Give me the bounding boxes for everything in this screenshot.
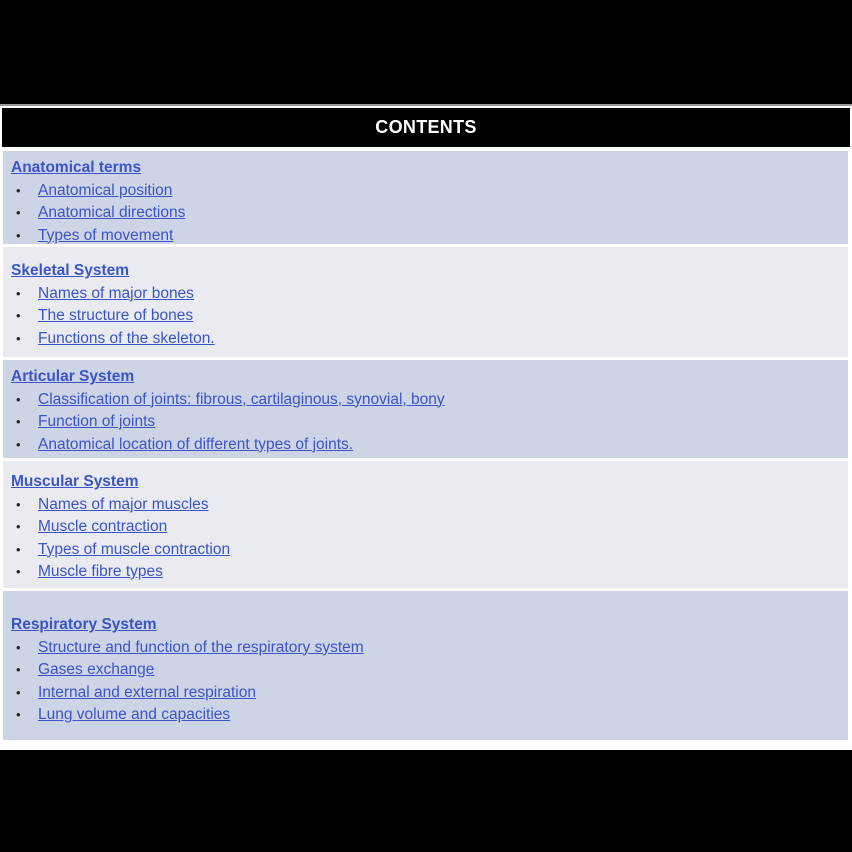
toc-item-link[interactable]: Anatomical location of different types of joints. bbox=[38, 435, 354, 453]
toc-item bbox=[11, 704, 840, 727]
toc-item bbox=[11, 682, 840, 705]
toc-item bbox=[11, 411, 840, 434]
section-item-list bbox=[11, 180, 840, 245]
toc-item bbox=[11, 389, 840, 412]
slide-body bbox=[0, 104, 852, 750]
bullet-icon: • bbox=[16, 496, 21, 512]
toc-item bbox=[11, 637, 840, 660]
bullet-icon: • bbox=[16, 330, 21, 346]
toc-item bbox=[11, 494, 840, 517]
bullet-icon: • bbox=[16, 391, 21, 407]
toc-section-muscular-system bbox=[3, 461, 848, 588]
toc-item bbox=[11, 659, 840, 682]
bullet-icon: • bbox=[16, 639, 21, 655]
bullet-icon: • bbox=[16, 436, 21, 452]
bullet-icon: • bbox=[16, 227, 21, 243]
toc-item-link[interactable]: Muscle contraction bbox=[38, 518, 168, 535]
contents-header-bar bbox=[2, 108, 850, 147]
toc-section-anatomical-terms bbox=[3, 151, 848, 244]
bullet-icon: • bbox=[16, 308, 21, 323]
toc-item-link[interactable]: Functions of the skeleton. bbox=[38, 329, 215, 347]
section-item-list bbox=[11, 283, 840, 351]
bullet-icon: • bbox=[16, 541, 21, 557]
toc-item bbox=[11, 434, 840, 457]
bullet-icon: • bbox=[16, 662, 21, 677]
toc-item bbox=[11, 328, 840, 351]
toc-item-link[interactable]: Gases exchange bbox=[38, 661, 155, 678]
table-of-contents bbox=[3, 151, 848, 740]
toc-item-link[interactable]: Function of joints bbox=[38, 413, 156, 430]
toc-item-link[interactable]: Anatomical position bbox=[38, 181, 173, 199]
toc-item-link[interactable]: Names of major muscles bbox=[38, 495, 209, 513]
section-title-link[interactable]: Articular System bbox=[11, 368, 135, 385]
section-item-list bbox=[11, 389, 840, 457]
bullet-icon: • bbox=[16, 182, 21, 198]
toc-item-link[interactable]: Lung volume and capacities bbox=[38, 706, 231, 723]
bullet-icon: • bbox=[16, 684, 21, 700]
section-title-link[interactable]: Respiratory System bbox=[11, 616, 157, 633]
toc-item-link[interactable]: Names of major bones bbox=[38, 284, 194, 302]
bullet-icon: • bbox=[16, 285, 21, 301]
toc-item bbox=[11, 516, 840, 539]
toc-item-link[interactable]: Types of muscle contraction bbox=[38, 540, 231, 558]
bullet-icon: • bbox=[16, 414, 21, 429]
bullet-icon: • bbox=[16, 519, 21, 534]
section-title-link[interactable]: Anatomical terms bbox=[11, 159, 142, 176]
toc-item-link[interactable]: The structure of bones bbox=[38, 307, 194, 324]
toc-item-link[interactable]: Anatomical directions bbox=[38, 204, 186, 221]
toc-item bbox=[11, 283, 840, 306]
section-title-link[interactable]: Skeletal System bbox=[11, 262, 130, 279]
toc-item-link[interactable]: Classification of joints: fibrous, cartilaginous, synovial, bony bbox=[38, 390, 445, 408]
slide-top-border bbox=[0, 104, 852, 106]
toc-item bbox=[11, 305, 840, 328]
toc-item bbox=[11, 202, 840, 225]
toc-item bbox=[11, 561, 840, 584]
toc-item bbox=[11, 539, 840, 562]
toc-section-articular-system bbox=[3, 360, 848, 458]
toc-item bbox=[11, 225, 840, 245]
bullet-icon: • bbox=[16, 205, 21, 220]
section-item-list bbox=[11, 494, 840, 584]
toc-item-link[interactable]: Types of movement bbox=[38, 226, 174, 244]
bullet-icon: • bbox=[16, 564, 21, 579]
section-item-list bbox=[11, 637, 840, 727]
toc-item bbox=[11, 180, 840, 203]
toc-item-link[interactable]: Structure and function of the respiratory system bbox=[38, 638, 364, 656]
section-title-link[interactable]: Muscular System bbox=[11, 473, 139, 490]
bullet-icon: • bbox=[16, 707, 21, 722]
page-title: CONTENTS bbox=[375, 117, 477, 137]
toc-item-link[interactable]: Internal and external respiration bbox=[38, 683, 256, 701]
toc-item-link[interactable]: Muscle fibre types bbox=[38, 563, 163, 580]
toc-section-skeletal-system bbox=[3, 247, 848, 357]
toc-section-respiratory-system bbox=[3, 591, 848, 740]
